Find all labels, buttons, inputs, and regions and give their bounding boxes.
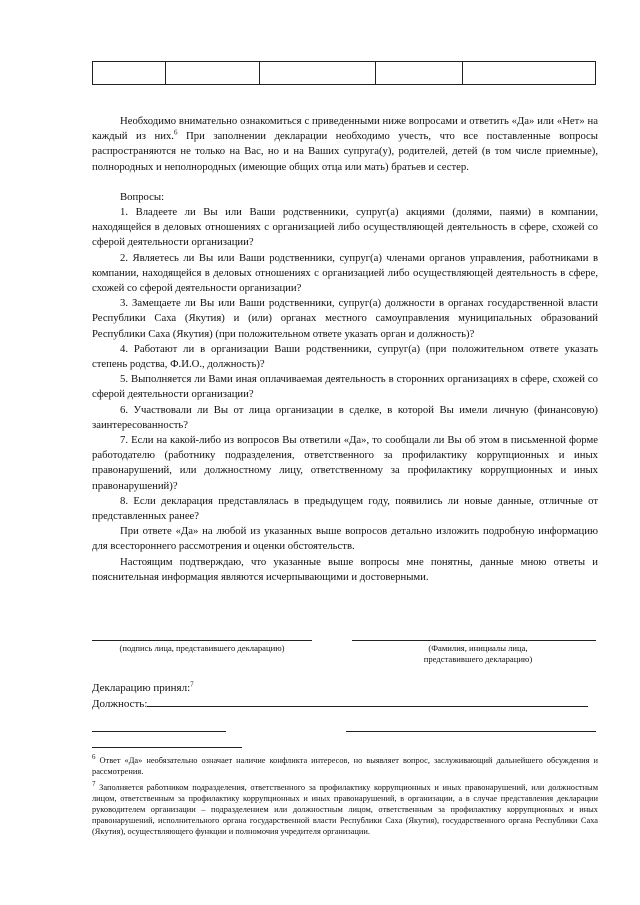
question-7: 7. Если на какой-либо из вопросов Вы ответили «Да», то сообщали ли Вы об этом в письменной форме работодателю (работнику подразделения, ответственного за профилактику коррупционных и иных правонарушений, или должностному лицу, ответственному за профилактику коррупционных и иных правонарушений)? <box>92 434 598 492</box>
footnote-7 <box>92 782 598 837</box>
position-label: Должность: <box>92 698 148 710</box>
intro-text-rest: При заполнении декларации необходимо учесть, что все поставленные вопросы распространяются не только на Вас, но и на Ваших супруга(у), родителей, детей (в том числе приемные), полнородных и неполнородных (имеющие общих отца или мать) братьев и сестер. <box>92 130 598 173</box>
footnote-ref: 6 <box>173 128 178 137</box>
accepted-name-line <box>346 731 596 732</box>
name-caption <box>360 643 596 665</box>
question-5: 5. Выполняется ли Вами иная оплачиваемая деятельность в сторонних организациях в сфере, схожей со сферой деятельности организации? <box>92 373 598 401</box>
intro-paragraph <box>92 114 598 175</box>
question-6: 6. Участвовали ли Вы от лица организации в сделке, в которой Вы имели личную (финансовую) заинтересованность? <box>92 403 598 431</box>
accepted-signature-line <box>92 731 226 732</box>
declaration-body <box>92 114 598 585</box>
footnote-text: Заполняется работником подразделения, ответственного за профилактику коррупционных и иных правонарушений, или должностным лицом, ответственным за профилактику коррупционных и иных правонарушений, в организации, а в случае представления декларации руководителем организации – подразделением или должностным лицом, ответственным за профилактику коррупционных и иных правонарушений, исполнительного органа государственной власти Республики Саха (Якутия), государственного органа Республики Саха (Якутия), осуществляющего функции и полномочия учредителя организации. <box>92 783 598 836</box>
signature-line <box>92 640 312 641</box>
position-row <box>92 696 588 711</box>
footnote-number: 7 <box>92 780 96 789</box>
footnote-text: Ответ «Да» необязательно означает наличие конфликта интересов, но выявляет вопрос, заслуживающий дальнейшего обсуждения и рассмотрения. <box>92 756 598 776</box>
question-8: 8. Если декларация представлялась в предыдущем году, появились ли новые данные, отличные от представленных ранее? <box>92 494 598 523</box>
table-cell <box>463 62 596 85</box>
question-3: 3. Замещаете ли Вы или Ваши родственники, супруг(а) должности в органах государственной власти Республики Саха (Якутия) и (или) органах местного самоуправления муниципальных образований Республики Саха (Якутия) (при положительном ответе указать орган и должность)? <box>92 297 598 340</box>
name-line <box>352 640 596 641</box>
questions-label: Вопросы: <box>120 190 165 203</box>
table-cell <box>376 62 463 85</box>
footnote-6 <box>92 755 598 777</box>
signature-caption: (подпись лица, представившего декларацию) <box>119 643 285 653</box>
table-cell <box>260 62 376 85</box>
intro-text: Необходимо внимательно ознакомиться с приведенными ниже вопросами и ответить «Да» или «Нет» на каждый из них. <box>92 115 598 143</box>
name-caption-line-1: (Фамилия, инициалы лица, <box>428 643 528 653</box>
confirm-paragraph: Настоящим подтверждаю, что указанные выше вопросы мне понятны, данные мною ответы и пояснительная информация являются исчерпывающими и достоверными. <box>92 555 598 583</box>
position-fill-line <box>147 696 588 707</box>
footnote-separator <box>92 747 242 748</box>
table-cell <box>93 62 166 85</box>
footnote-number: 6 <box>92 753 96 762</box>
detail-paragraph: При ответе «Да» на любой из указанных выше вопросов детально изложить подробную информацию для всестороннего рассмотрения и оценки обстоятельств. <box>92 525 598 553</box>
question-1: 1. Владеете ли Вы или Ваши родственники, супруг(а) акциями (долями, паями) в компании, находящейся в деловых отношениях с организацией либо осуществляющей деятельность в сфере, схожей со сферой деятельности организации? <box>92 206 598 249</box>
footnote-ref: 7 <box>190 680 194 689</box>
name-caption-line-2: представившего декларацию) <box>423 654 533 664</box>
accepted-label: Декларацию принял: <box>92 682 191 694</box>
header-table <box>92 61 596 85</box>
question-4: 4. Работают ли в организации Ваши родственники, супруг(а) (при положительном ответе указать степень родства, Ф.И.О., должность)? <box>92 342 598 371</box>
question-2: 2. Являетесь ли Вы или Ваши родственники, супруг(а) членами органов управления, работниками в компании, находящейся в деловых отношениях с организацией либо осуществляющей деятельность в сфере, схожей со сферой деятельности организации? <box>92 251 598 295</box>
accepted-by-row <box>92 681 194 695</box>
table-cell <box>166 62 260 85</box>
table-row <box>93 62 596 85</box>
